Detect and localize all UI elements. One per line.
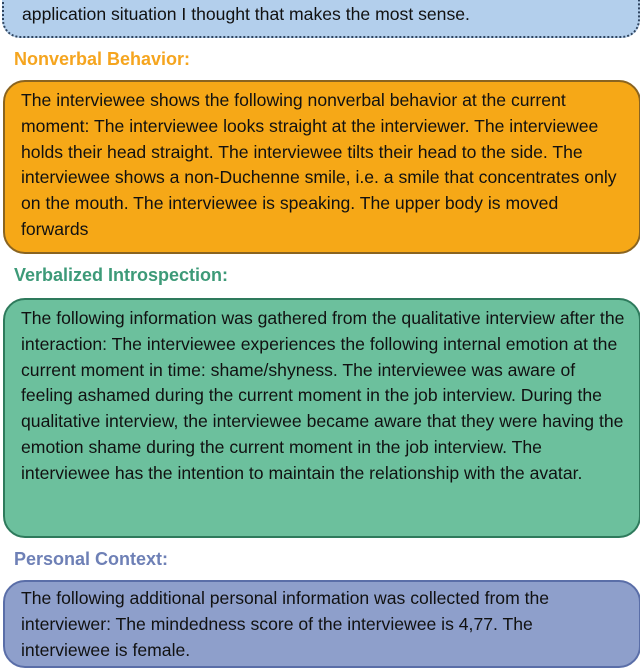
introspection-box: The following information was gathered from the qualitative interview after the interaction: The interviewee experiences the following internal emotion at the current moment in time: shame/shyness. The interviewee was aware of feeling ashamed during the current moment in the job interview. During the qualitative interview, the interviewee became aware that they were having the emotion shame during the current moment in the job interview. The interviewee has the intention to maintain the relationship with the avatar. <box>3 298 640 538</box>
personal-box: The following additional personal information was collected from the interviewer: The mindedness score of the interviewee is 4,77. The interviewee is female. <box>3 580 640 668</box>
previous-context-box <box>2 0 640 38</box>
nonverbal-box: The interviewee shows the following nonverbal behavior at the current moment: The interviewee looks straight at the interviewer. The interviewee holds their head straight. The interviewee tilts their head to the side. The interviewee shows a non-Duchenne smile, i.e. a smile that concentrates only on the mouth. The interviewee is speaking. The upper body is moved forwards <box>3 80 640 254</box>
introspection-heading: Verbalized Introspection: <box>14 265 229 285</box>
nonverbal-heading: Nonverbal Behavior: <box>14 49 191 69</box>
personal-heading: Personal Context: <box>14 549 169 569</box>
previous-context-text: application situation I thought that makes the most sense. <box>22 4 470 25</box>
